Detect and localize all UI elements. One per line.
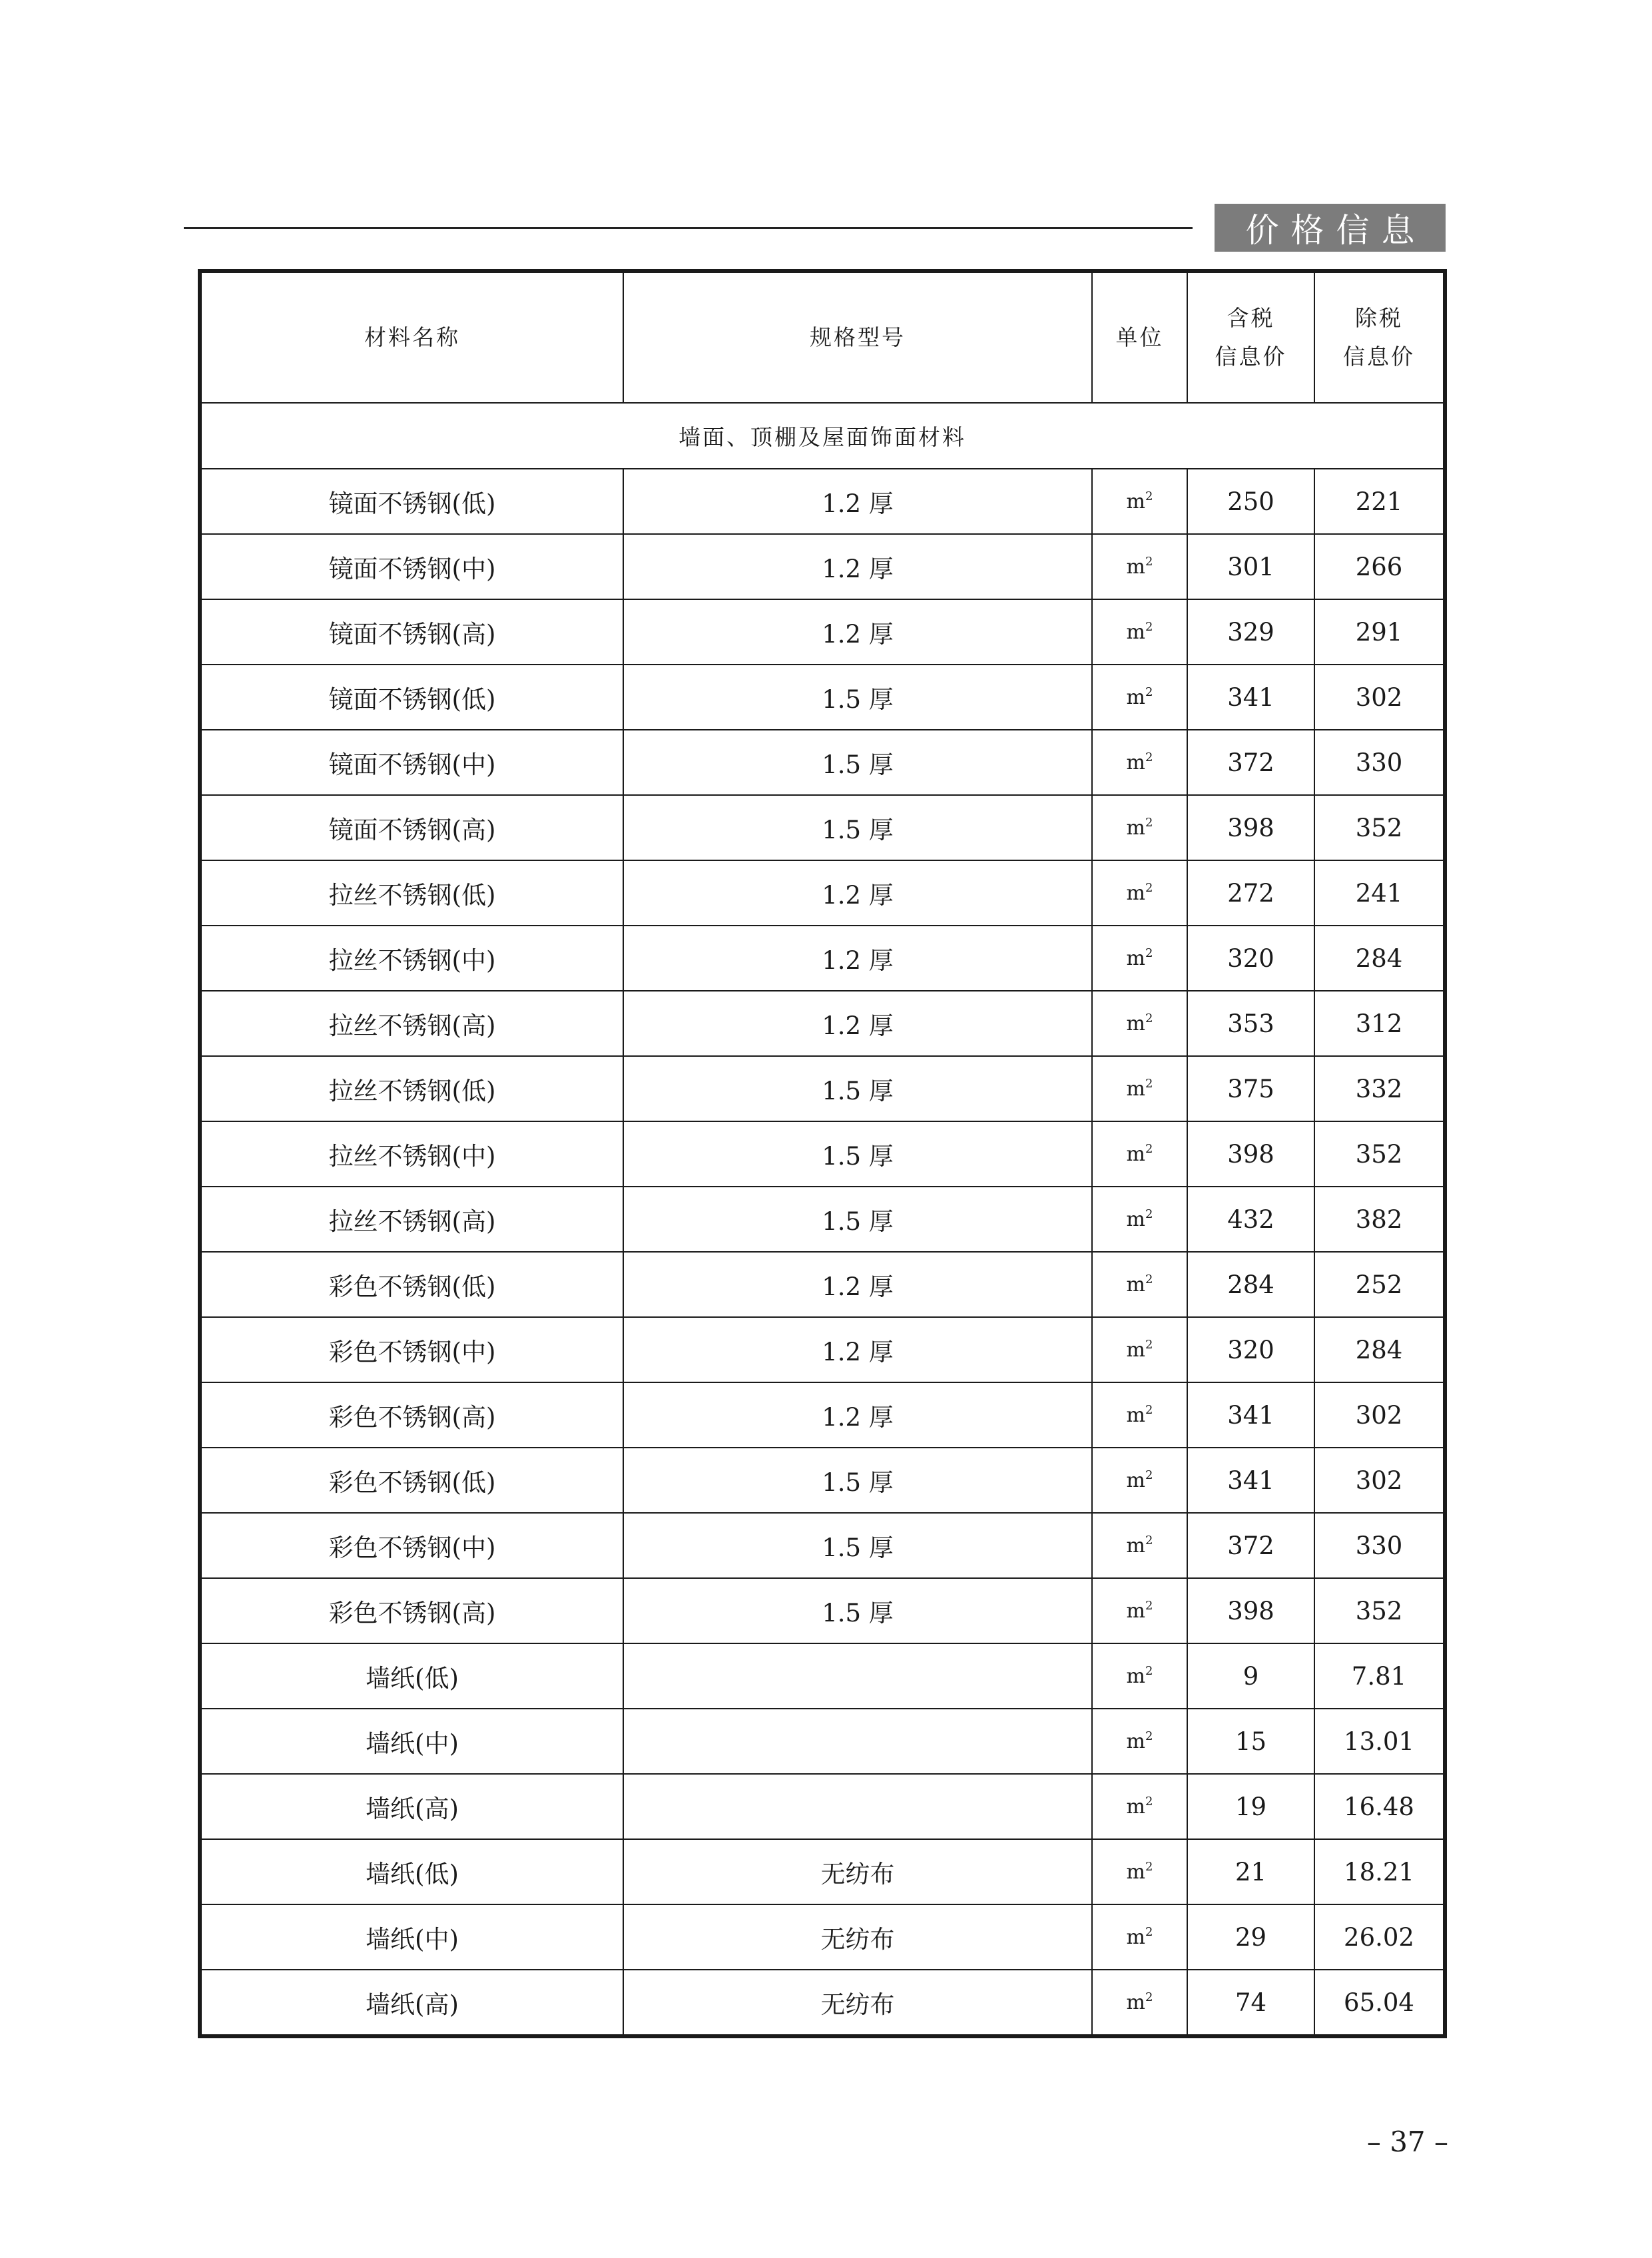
unit-exponent: 2: [1145, 620, 1153, 634]
unit-cell: [1092, 599, 1187, 665]
unit-base: m: [1126, 751, 1145, 774]
tax-exclusive-price-cell: 330: [1314, 1513, 1445, 1578]
material-name-cell: 墙纸(中): [200, 1904, 623, 1970]
header-rule: [184, 227, 1193, 229]
unit-exponent: 2: [1145, 1599, 1153, 1613]
unit-exponent: 2: [1145, 489, 1153, 503]
tax-exclusive-price-cell: 291: [1314, 599, 1445, 665]
material-name-cell: 镜面不锈钢(中): [200, 730, 623, 795]
tax-exclusive-price-cell: 302: [1314, 1382, 1445, 1448]
unit-exponent: 2: [1145, 816, 1153, 830]
table-row: [200, 1317, 1445, 1382]
spec-cell: 1.2 厚: [623, 991, 1092, 1056]
tax-exclusive-price-cell: 352: [1314, 1121, 1445, 1187]
material-name-cell: 拉丝不锈钢(高): [200, 991, 623, 1056]
tax-exclusive-price-cell: 284: [1314, 1317, 1445, 1382]
spec-cell: [623, 1643, 1092, 1709]
tax-inclusive-price-cell: 375: [1187, 1056, 1314, 1121]
header-row: [200, 271, 1445, 403]
unit-exponent: 2: [1145, 1729, 1153, 1743]
tax-inclusive-price-cell: 19: [1187, 1774, 1314, 1839]
unit-base: m: [1126, 686, 1145, 709]
unit-exponent: 2: [1145, 1468, 1153, 1482]
tax-inclusive-price-cell: 372: [1187, 730, 1314, 795]
unit-exponent: 2: [1145, 1011, 1153, 1025]
material-name-cell: 拉丝不锈钢(高): [200, 1187, 623, 1252]
material-name-cell: 墙纸(中): [200, 1709, 623, 1774]
tax-exclusive-price-cell: 284: [1314, 926, 1445, 991]
unit-cell: [1092, 1382, 1187, 1448]
unit-exponent: 2: [1145, 1990, 1153, 2004]
spec-cell: 1.5 厚: [623, 1448, 1092, 1513]
tax-inclusive-price-cell: 272: [1187, 860, 1314, 926]
material-name-cell: 镜面不锈钢(高): [200, 795, 623, 860]
tax-inclusive-price-cell: 320: [1187, 1317, 1314, 1382]
table-row: [200, 1513, 1445, 1578]
spec-cell: 1.2 厚: [623, 860, 1092, 926]
tax-exclusive-price-cell: 18.21: [1314, 1839, 1445, 1904]
unit-base: m: [1126, 1599, 1145, 1623]
material-name-cell: 墙纸(低): [200, 1839, 623, 1904]
material-name-cell: 拉丝不锈钢(中): [200, 926, 623, 991]
material-name-cell: 拉丝不锈钢(低): [200, 860, 623, 926]
unit-exponent: 2: [1145, 750, 1153, 764]
unit-cell: [1092, 469, 1187, 534]
material-name-cell: 墙纸(高): [200, 1774, 623, 1839]
unit-base: m: [1126, 1143, 1145, 1166]
spec-cell: 1.5 厚: [623, 730, 1092, 795]
unit-base: m: [1126, 816, 1145, 840]
column-header-tax-excl-price: 除税 信息价: [1314, 271, 1445, 403]
unit-exponent: 2: [1145, 946, 1153, 960]
tax-exclusive-price-cell: 330: [1314, 730, 1445, 795]
unit-exponent: 2: [1145, 1207, 1153, 1221]
spec-cell: 1.2 厚: [623, 469, 1092, 534]
table-row: [200, 469, 1445, 534]
table-row: [200, 926, 1445, 991]
tax-inclusive-price-cell: 353: [1187, 991, 1314, 1056]
table-row: [200, 991, 1445, 1056]
tax-exclusive-price-cell: 382: [1314, 1187, 1445, 1252]
spec-cell: 无纺布: [623, 1839, 1092, 1904]
tax-inclusive-price-cell: 372: [1187, 1513, 1314, 1578]
table-row: [200, 1904, 1445, 1970]
tax-inclusive-price-cell: 21: [1187, 1839, 1314, 1904]
unit-exponent: 2: [1145, 1534, 1153, 1548]
spec-cell: 1.5 厚: [623, 1056, 1092, 1121]
tax-exclusive-price-cell: 352: [1314, 795, 1445, 860]
unit-cell: [1092, 1252, 1187, 1317]
tax-exclusive-price-cell: 7.81: [1314, 1643, 1445, 1709]
spec-cell: 1.5 厚: [623, 795, 1092, 860]
tax-exclusive-price-cell: 312: [1314, 991, 1445, 1056]
unit-exponent: 2: [1145, 685, 1153, 699]
table-body: [200, 403, 1445, 2036]
table-row: [200, 1643, 1445, 1709]
tax-inclusive-price-cell: 398: [1187, 1121, 1314, 1187]
table-row: [200, 1970, 1445, 2036]
unit-base: m: [1126, 1012, 1145, 1035]
material-name-cell: 镜面不锈钢(高): [200, 599, 623, 665]
table-row: [200, 599, 1445, 665]
unit-base: m: [1126, 1860, 1145, 1884]
unit-cell: [1092, 1904, 1187, 1970]
unit-exponent: 2: [1145, 1403, 1153, 1417]
tax-exclusive-price-cell: 352: [1314, 1578, 1445, 1643]
unit-exponent: 2: [1145, 1860, 1153, 1874]
unit-base: m: [1126, 1208, 1145, 1231]
unit-exponent: 2: [1145, 1338, 1153, 1352]
table-row: [200, 1121, 1445, 1187]
spec-cell: 1.2 厚: [623, 1382, 1092, 1448]
unit-exponent: 2: [1145, 1077, 1153, 1091]
spec-cell: 1.2 厚: [623, 1252, 1092, 1317]
material-name-cell: 彩色不锈钢(低): [200, 1448, 623, 1513]
unit-base: m: [1126, 1404, 1145, 1427]
tax-exclusive-price-cell: 252: [1314, 1252, 1445, 1317]
spec-cell: 无纺布: [623, 1904, 1092, 1970]
material-name-cell: 彩色不锈钢(中): [200, 1513, 623, 1578]
material-name-cell: 墙纸(低): [200, 1643, 623, 1709]
unit-base: m: [1126, 1795, 1145, 1819]
unit-base: m: [1126, 1273, 1145, 1296]
unit-cell: [1092, 1774, 1187, 1839]
price-table: [198, 269, 1447, 2038]
table-row: [200, 1252, 1445, 1317]
unit-base: m: [1126, 621, 1145, 644]
material-name-cell: 拉丝不锈钢(中): [200, 1121, 623, 1187]
tax-exclusive-price-cell: 302: [1314, 1448, 1445, 1513]
table-row: [200, 1774, 1445, 1839]
spec-cell: [623, 1774, 1092, 1839]
material-name-cell: 彩色不锈钢(高): [200, 1578, 623, 1643]
table-row: [200, 1448, 1445, 1513]
unit-cell: [1092, 1643, 1187, 1709]
unit-cell: [1092, 991, 1187, 1056]
spec-cell: 1.5 厚: [623, 1187, 1092, 1252]
unit-cell: [1092, 1839, 1187, 1904]
unit-cell: [1092, 1121, 1187, 1187]
unit-cell: [1092, 1709, 1187, 1774]
unit-exponent: 2: [1145, 881, 1153, 895]
tax-exclusive-price-cell: 16.48: [1314, 1774, 1445, 1839]
table-row: [200, 665, 1445, 730]
table-row: [200, 1578, 1445, 1643]
spec-cell: 1.5 厚: [623, 665, 1092, 730]
unit-cell: [1092, 534, 1187, 599]
table-row: [200, 1709, 1445, 1774]
table-row: [200, 1187, 1445, 1252]
table-row: [200, 534, 1445, 599]
material-name-cell: 彩色不锈钢(中): [200, 1317, 623, 1382]
material-name-cell: 墙纸(高): [200, 1970, 623, 2036]
tax-inclusive-price-cell: 301: [1187, 534, 1314, 599]
section-row: [200, 403, 1445, 469]
tax-inclusive-price-cell: 284: [1187, 1252, 1314, 1317]
tax-inclusive-price-cell: 329: [1187, 599, 1314, 665]
table-row: [200, 795, 1445, 860]
material-name-cell: 彩色不锈钢(高): [200, 1382, 623, 1448]
unit-cell: [1092, 926, 1187, 991]
tax-exclusive-price-cell: 13.01: [1314, 1709, 1445, 1774]
tax-exclusive-price-cell: 241: [1314, 860, 1445, 926]
unit-base: m: [1126, 490, 1145, 513]
unit-exponent: 2: [1145, 1142, 1153, 1156]
spec-cell: 1.5 厚: [623, 1121, 1092, 1187]
tax-inclusive-price-cell: 250: [1187, 469, 1314, 534]
unit-exponent: 2: [1145, 1272, 1153, 1286]
material-name-cell: 镜面不锈钢(中): [200, 534, 623, 599]
spec-cell: 1.2 厚: [623, 926, 1092, 991]
unit-cell: [1092, 795, 1187, 860]
material-name-cell: 镜面不锈钢(低): [200, 665, 623, 730]
table-row: [200, 1839, 1445, 1904]
spec-cell: 1.2 厚: [623, 599, 1092, 665]
spec-cell: 1.5 厚: [623, 1513, 1092, 1578]
tax-exclusive-price-cell: 332: [1314, 1056, 1445, 1121]
table-row: [200, 860, 1445, 926]
unit-cell: [1092, 1317, 1187, 1382]
tax-inclusive-price-cell: 432: [1187, 1187, 1314, 1252]
table-row: [200, 1056, 1445, 1121]
unit-base: m: [1126, 1469, 1145, 1492]
table-header: [200, 271, 1445, 403]
spec-cell: 1.2 厚: [623, 534, 1092, 599]
tax-inclusive-price-cell: 74: [1187, 1970, 1314, 2036]
tax-exclusive-price-cell: 221: [1314, 469, 1445, 534]
tax-inclusive-price-cell: 398: [1187, 1578, 1314, 1643]
section-tag: 价格信息: [1215, 204, 1446, 252]
column-header-tax-incl-price: 含税 信息价: [1187, 271, 1314, 403]
column-header-unit: 单位: [1092, 271, 1187, 403]
table-row: [200, 1382, 1445, 1448]
tax-inclusive-price-cell: 341: [1187, 665, 1314, 730]
unit-base: m: [1126, 1991, 1145, 2014]
material-name-cell: 彩色不锈钢(低): [200, 1252, 623, 1317]
unit-cell: [1092, 860, 1187, 926]
unit-exponent: 2: [1145, 555, 1153, 569]
tax-inclusive-price-cell: 398: [1187, 795, 1314, 860]
column-header-spec: 规格型号: [623, 271, 1092, 403]
unit-base: m: [1126, 947, 1145, 970]
spec-cell: 1.2 厚: [623, 1317, 1092, 1382]
page-number: – 37 –: [1366, 2125, 1448, 2158]
unit-base: m: [1126, 1338, 1145, 1362]
material-name-cell: 拉丝不锈钢(低): [200, 1056, 623, 1121]
unit-base: m: [1126, 1077, 1145, 1101]
tax-inclusive-price-cell: 15: [1187, 1709, 1314, 1774]
unit-exponent: 2: [1145, 1925, 1153, 1939]
unit-cell: [1092, 1578, 1187, 1643]
unit-cell: [1092, 1187, 1187, 1252]
section-title: 墙面、顶棚及屋面饰面材料: [200, 403, 1445, 469]
tax-exclusive-price-cell: 26.02: [1314, 1904, 1445, 1970]
tax-exclusive-price-cell: 266: [1314, 534, 1445, 599]
tax-inclusive-price-cell: 9: [1187, 1643, 1314, 1709]
tax-inclusive-price-cell: 341: [1187, 1382, 1314, 1448]
material-name-cell: 镜面不锈钢(低): [200, 469, 623, 534]
tax-exclusive-price-cell: 302: [1314, 665, 1445, 730]
spec-cell: 1.5 厚: [623, 1578, 1092, 1643]
unit-base: m: [1126, 1665, 1145, 1688]
unit-exponent: 2: [1145, 1664, 1153, 1678]
spec-cell: 无纺布: [623, 1970, 1092, 2036]
tax-inclusive-price-cell: 29: [1187, 1904, 1314, 1970]
unit-cell: [1092, 665, 1187, 730]
unit-cell: [1092, 1513, 1187, 1578]
column-header-name: 材料名称: [200, 271, 623, 403]
unit-base: m: [1126, 1730, 1145, 1753]
unit-cell: [1092, 1970, 1187, 2036]
table-row: [200, 730, 1445, 795]
unit-base: m: [1126, 1534, 1145, 1557]
unit-base: m: [1126, 882, 1145, 905]
spec-cell: [623, 1709, 1092, 1774]
unit-cell: [1092, 730, 1187, 795]
unit-base: m: [1126, 555, 1145, 579]
unit-cell: [1092, 1056, 1187, 1121]
unit-cell: [1092, 1448, 1187, 1513]
tax-exclusive-price-cell: 65.04: [1314, 1970, 1445, 2036]
tax-inclusive-price-cell: 341: [1187, 1448, 1314, 1513]
unit-base: m: [1126, 1926, 1145, 1949]
unit-exponent: 2: [1145, 1795, 1153, 1809]
tax-inclusive-price-cell: 320: [1187, 926, 1314, 991]
